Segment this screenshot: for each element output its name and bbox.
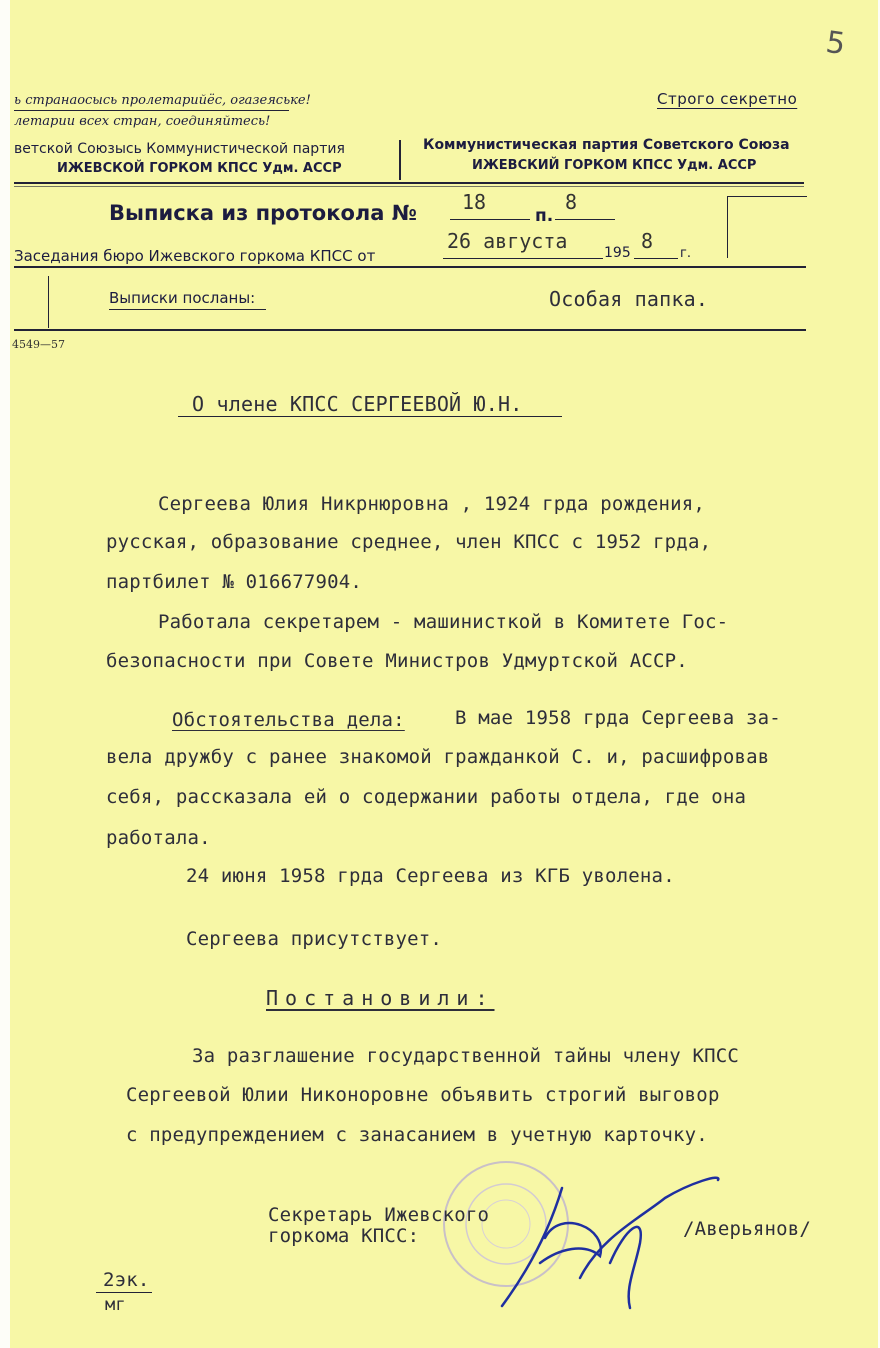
year-prefix: 195: [604, 245, 631, 261]
slogan-russian: летарии всех стран, соединяйтесь!: [14, 114, 271, 129]
party-name-russian: Коммунистическая партия Советского Союза: [423, 137, 790, 153]
copies-count: 2эк.: [103, 1269, 150, 1291]
meeting-label: Заседания бюро Ижевского горкома КПСС от: [14, 247, 376, 265]
body-line-1: Сергеева Юлия Никрнюровна , 1924 грда рождения,: [158, 493, 706, 515]
signatory-title-2: горкома КПСС:: [268, 1225, 420, 1247]
copies-divider: [96, 1292, 152, 1293]
year-suffix: г.: [680, 246, 691, 261]
sent-value: Особая папка.: [549, 287, 709, 311]
present-line: Сергеева присутствует.: [186, 928, 443, 950]
resolution-line-2: Сергеевой Юлии Никоноровне объявить строгий выговор: [126, 1084, 720, 1106]
protocol-number-line: [450, 219, 530, 220]
circumstances-label: Обстоятельства дела:: [172, 709, 405, 731]
gorkom-name-russian: ИЖЕВСКИЙ ГОРКОМ КПСС Удм. АССР: [472, 158, 757, 173]
print-code: 4549—57: [12, 338, 65, 351]
circumstances-line-1: вела дружбу с ранее знакомой гражданкой С. и, расшифровав: [106, 746, 770, 768]
left-box-side: [48, 276, 49, 328]
subject-underline: [178, 416, 562, 417]
extract-title: Выписка из протокола №: [109, 201, 418, 225]
body-line-4: Работала секретарем - машинисткой в Комитете Гос-: [158, 611, 729, 633]
protocol-number: 18: [462, 190, 487, 214]
sent-label-line: [109, 309, 266, 310]
year-line: [634, 258, 678, 259]
right-box-top: [727, 196, 807, 197]
right-box-side: [727, 196, 728, 258]
circumstances-line-3: работала.: [106, 827, 211, 849]
sent-label: Выписки посланы:: [109, 289, 256, 307]
header-rule-top-2: [14, 186, 804, 187]
item-number-line: [555, 219, 615, 220]
header-divider: [399, 140, 401, 180]
circumstances-text: В мае 1958 грда Сергеева за-: [455, 707, 781, 729]
dismissal-line: 24 июня 1958 грда Сергеева из КГБ уволена.: [186, 865, 675, 887]
resolution-line-3: с предупреждением с занасанием в учетную карточку.: [126, 1124, 708, 1146]
item-number: 8: [565, 190, 578, 214]
classification-stamp: Строго секретно: [657, 90, 798, 108]
gorkom-name-udmurt: ИЖЕВСКОЙ ГОРКОМ КПСС Удм. АССР: [57, 161, 342, 176]
header-rule-bottom: [14, 329, 806, 331]
resolved-heading: Постановили:: [266, 986, 495, 1010]
item-label: п.: [535, 206, 554, 226]
year-digit: 8: [641, 229, 654, 253]
page-number: 5: [823, 24, 848, 63]
header-rule-middle: [14, 266, 806, 268]
typist-initials: мг: [105, 1295, 126, 1315]
body-line-2: русская, образование среднее, член КПСС с 1952 грда,: [106, 531, 712, 553]
subject-line: О члене КПСС СЕРГЕЕВОЙ Ю.Н.: [192, 392, 523, 416]
signatory-title-1: Секретарь Ижевского: [268, 1204, 490, 1226]
body-line-5: безопасности при Совете Министров Удмуртской АССР.: [106, 650, 688, 672]
circumstances-line-2: себя, рассказала ей о содержании работы отдела, где она: [106, 786, 747, 808]
resolution-line-1: За разглашение государственной тайны члену КПСС: [192, 1045, 740, 1067]
handwritten-signature: [490, 1168, 730, 1318]
meeting-date: 26 августа: [447, 229, 568, 253]
signatory-name: /Аверьянов/: [683, 1218, 812, 1240]
meeting-date-line: [443, 258, 603, 259]
header-rule-top: [14, 182, 804, 184]
body-line-3: партбилет № 016677904.: [106, 571, 363, 593]
slogan-udmurt: ь странаосысь пролетарийёс, огазеяське!: [14, 93, 311, 108]
party-name-udmurt: ветской Союзысь Коммунистической партия: [14, 141, 345, 157]
slogan-underline: [14, 110, 289, 111]
